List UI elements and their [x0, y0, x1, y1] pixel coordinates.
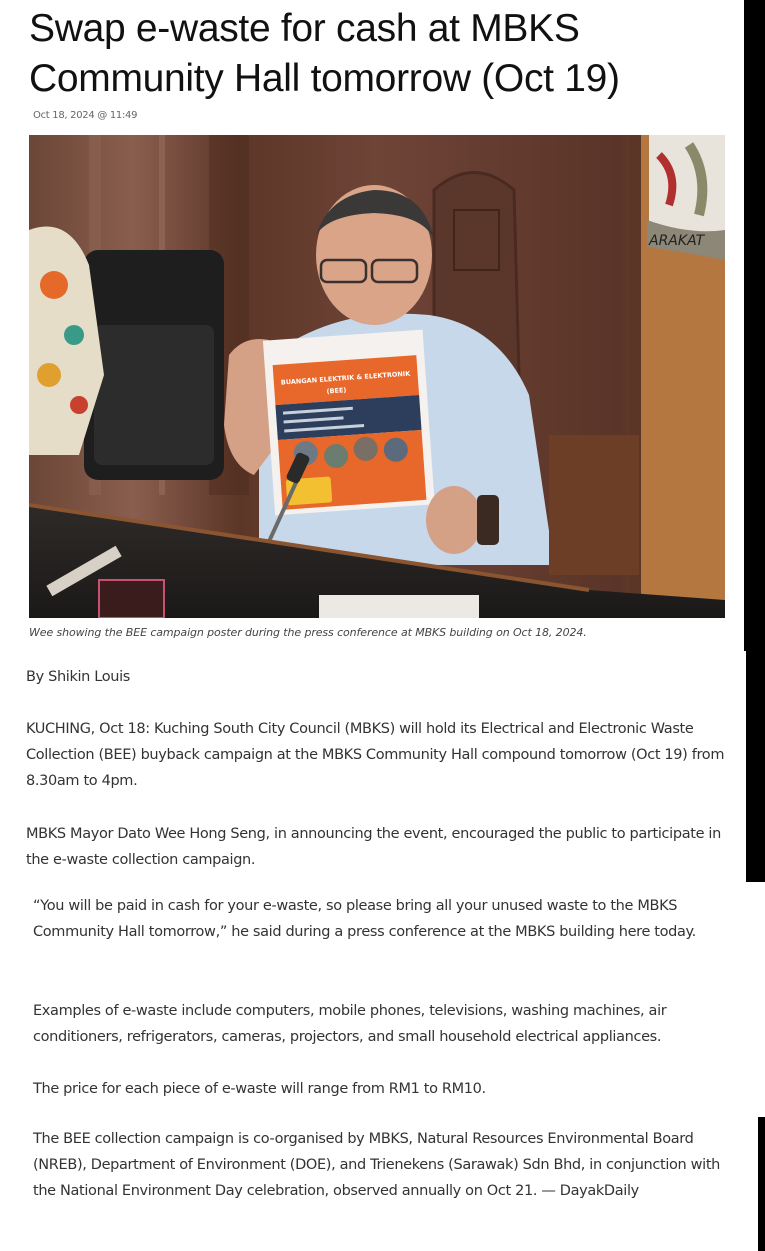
article-title: Swap e-waste for cash at MBKS Community Hall tomorrow (Oct 19): [29, 7, 620, 100]
byline: By Shikin Louis: [26, 669, 131, 685]
black-edge-bar-top: [744, 0, 765, 651]
campaign-poster: [263, 330, 435, 516]
svg-text:(BEE): (BEE): [326, 386, 347, 396]
paragraph: The price for each piece of e-waste will range from RM1 to RM10.: [33, 1081, 486, 1097]
article-photo: [29, 135, 725, 618]
svg-text:BUANGAN ELEKTRIK & ELEKTRONIK: BUANGAN ELEKTRIK & ELEKTRONIK: [280, 369, 411, 387]
press-conference-image: [29, 135, 725, 618]
paragraph: MBKS Mayor Dato Wee Hong Seng, in announcing the event, encouraged the public to participate in the e-waste collection campaign.: [26, 826, 721, 868]
svg-text:ARAKAT: ARAKAT: [649, 233, 705, 249]
black-edge-bar-bottom: [758, 1117, 765, 1251]
paragraph: KUCHING, Oct 18: Kuching South City Council (MBKS) will hold its Electrical and Electronic Waste Collection (BEE) buyback campaign at the MBKS Community Hall compound tomorrow (Oct 19) from 8.30am to 4pm.: [26, 721, 725, 789]
paragraph: The BEE collection campaign is co-organised by MBKS, Natural Resources Environmental Board (NREB), Department of Environment (DOE), and Trienekens (Sarawak) Sdn Bhd, in conjunction with the National Environment Day celebration, observed annually on Oct 21. — DayakDaily: [33, 1131, 721, 1199]
black-edge-bar-middle: [746, 651, 765, 882]
paragraph-quote: “You will be paid in cash for your e-waste, so please bring all your unused waste to the MBKS Community Hall tomorrow,” he said during a press conference at the MBKS building here today.: [33, 898, 696, 940]
photo-caption: Wee showing the BEE campaign poster during the press conference at MBKS building on Oct 18, 2024.: [29, 626, 587, 639]
publish-date: Oct 18, 2024 @ 11:49: [33, 110, 138, 121]
paragraph: Examples of e-waste include computers, mobile phones, televisions, washing machines, air conditioners, refrigerators, cameras, projectors, and small household electrical appliances.: [33, 1003, 667, 1045]
